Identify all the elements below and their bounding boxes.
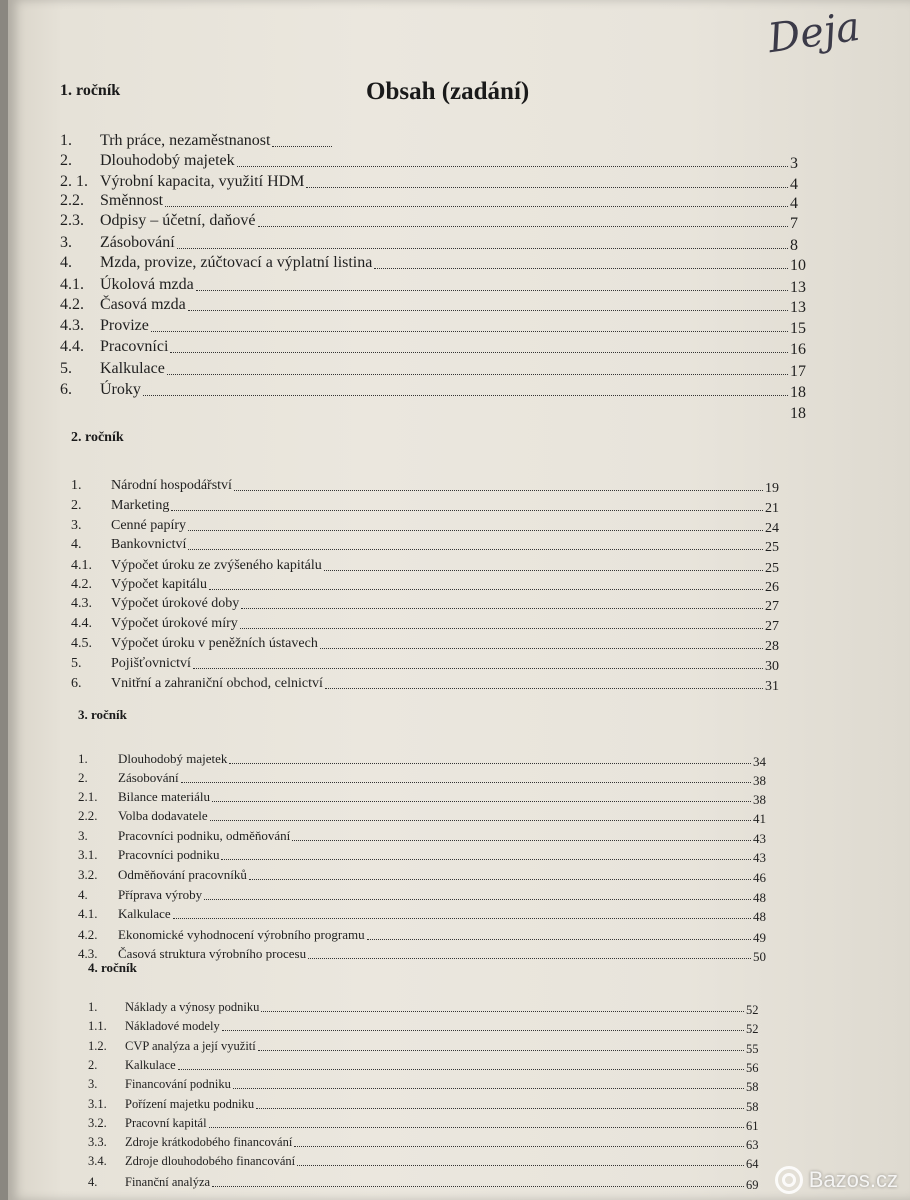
toc-leader-dots [367,939,751,940]
toc-entry-page: 25 [765,561,779,576]
toc-entry-page: 4 [790,195,798,212]
toc-entry-number: 2.3. [60,212,84,229]
toc-entry [78,824,783,844]
toc-leader-dots [151,331,788,332]
toc-entry-title: Výpočet kapitálu [111,577,208,592]
toc-entry-page: 3 [790,155,798,172]
toc-entry-number: 5. [71,656,82,671]
toc-entry-title: Pracovníci [100,338,169,355]
section-heading: 2. ročník [71,430,124,445]
toc-entry-number: 3.1. [78,847,98,862]
toc-entry-number: 3. [60,234,72,251]
toc-entry-page: 50 [753,949,766,964]
toc-leader-dots [212,1186,744,1187]
toc-entry-page: 34 [753,754,766,769]
toc-leader-dots [188,310,788,311]
toc-entry-page: 8 [790,237,798,254]
toc-entry-number: 2. [71,498,82,513]
toc-entry-title: Odměňování pracovníků [118,867,247,882]
toc-entry-number: 3. [88,1077,98,1091]
toc-leader-dots [210,820,751,821]
toc-entry [71,672,795,692]
toc-entry [88,1149,776,1169]
toc-entry-title: Dlouhodobý majetek [118,751,228,766]
toc-entry-title: Pracovníci podniku, odměňování [118,828,291,843]
section-heading: 1. ročník [60,82,121,99]
toc-entry-page: 43 [753,850,766,865]
toc-leader-dots [272,146,332,147]
toc-leader-dots [294,1146,744,1147]
toc-entry-number: 6. [71,676,82,691]
toc-entry-page: 24 [765,521,779,536]
toc-entry-title: Zdroje dlouhodobého financování [125,1154,296,1168]
toc-entry-number: 1. [71,478,82,493]
toc-leader-dots [177,248,788,249]
toc-entry-page: 16 [790,341,806,358]
toc-entry-page: 38 [753,773,766,788]
toc-entry-number: 1.1. [88,1019,107,1033]
toc-entry [60,379,820,399]
toc-entry-title: Vnitřní a zahraniční obchod, celnictví [111,676,323,691]
toc-entry-number: 4.2. [71,577,92,592]
toc-entry-number: 4. [71,537,82,552]
toc-entry-title: Kalkulace [118,906,171,921]
toc-leader-dots [241,608,763,609]
toc-leader-dots [325,688,763,689]
toc-entry [60,130,820,150]
toc-entry-page: 41 [753,811,766,826]
toc-entry-title: Úkolová mzda [100,276,194,293]
toc-leader-dots [173,918,751,919]
toc-entry [88,1130,776,1150]
watermark-text: Bazos.cz [808,1167,898,1192]
toc-leader-dots [234,490,763,491]
section-heading: 4. ročník [88,960,137,975]
toc-leader-dots [212,801,751,802]
handwritten-signature: Deja [765,3,863,63]
toc-entry-number: 2.2. [60,192,84,209]
camera-lens-icon [775,1166,803,1194]
toc-leader-dots [374,268,788,269]
toc-entry-title: Příprava výroby [118,887,203,902]
toc-entry [71,533,795,553]
toc-entry-page: 52 [746,1003,759,1017]
toc-entry-number: 2. [88,1058,98,1072]
toc-entry [71,554,795,574]
toc-entry-number: 3. [78,828,88,843]
toc-entry-page: 31 [765,679,779,694]
toc-leader-dots [178,1069,744,1070]
toc-leader-dots [222,1030,744,1031]
toc-entry [71,573,795,593]
toc-entry-title: Výpočet úroku ze zvýšeného kapitálu [111,558,322,573]
toc-entry-page: 55 [746,1042,759,1056]
toc-leader-dots [229,763,751,764]
toc-entry-number: 3.1. [88,1097,107,1111]
toc-entry-title: Zásobování [118,770,179,785]
toc-entry [88,1092,776,1112]
toc-entry-page: 49 [753,930,766,945]
toc-entry-title: Mzda, provize, zúčtovací a výplatní listina [100,254,373,271]
toc-entry-title: Výpočet úroku v peněžních ústavech [111,636,318,651]
toc-entry-number: 4.3. [78,946,98,961]
toc-entry [78,863,783,883]
toc-leader-dots [256,1108,744,1109]
toc-entry-title: Výrobní kapacita, využití HDM [100,173,305,190]
toc-entry-number: 2. 1. [60,173,88,190]
toc-entry-title: Bilance materiálu [118,789,211,804]
toc-entry [71,514,795,534]
toc-entry [88,995,776,1015]
toc-leader-dots [188,549,763,550]
toc-leader-dots [167,374,788,375]
toc-entry-number: 2.1. [78,789,98,804]
toc-entry [78,804,783,824]
toc-entry-page: 30 [765,659,779,674]
toc-entry [71,612,795,632]
toc-leader-dots [297,1165,744,1166]
toc-entry-page: 69 [746,1178,759,1192]
toc-entry [78,942,783,962]
toc-leader-dots [170,352,788,353]
toc-entry [60,315,820,335]
toc-leader-dots [143,395,788,396]
toc-entry [60,294,820,314]
toc-entry-page: 27 [765,619,779,634]
toc-entry-title: Národní hospodářství [111,478,232,493]
toc-entry-page: 48 [753,909,766,924]
toc-entry-title: Cenné papíry [111,518,187,533]
toc-leader-dots [221,859,751,860]
toc-entry-number: 4.1. [71,558,92,573]
toc-entry-number: 4.1. [60,276,84,293]
toc-entry-number: 4. [60,254,72,271]
toc-entry-number: 1. [60,132,72,149]
toc-entry [78,883,783,903]
toc-entry-number: 2. [60,152,72,169]
toc-entry-number: 1.2. [88,1039,107,1053]
toc-entry [60,171,820,191]
toc-entry-title: Výpočet úrokové doby [111,596,240,611]
watermark [775,1166,898,1194]
toc-entry [71,474,795,494]
toc-leader-dots [249,879,751,880]
toc-entry [78,785,783,805]
toc-entry-page: 4 [790,176,798,193]
toc-entry-page: 21 [765,501,779,516]
toc-entry-number: 6. [60,381,72,398]
toc-entry-title: Časová struktura výrobního procesu [118,946,307,961]
toc-entry-number: 3. [71,518,82,533]
toc-entry-title: Výpočet úrokové míry [111,616,238,631]
toc-entry [60,190,820,210]
toc-entry-page: 52 [746,1022,759,1036]
toc-entry-page: 58 [746,1100,759,1114]
toc-entry-number: 4.4. [71,616,92,631]
toc-entry-title: Úroky [100,381,141,398]
toc-entry-page: 56 [746,1061,759,1075]
toc-entry-number: 4. [88,1175,98,1189]
toc-entry-page: 28 [765,639,779,654]
toc-leader-dots [308,958,751,959]
toc-leader-dots [237,166,788,167]
toc-entry-title: Časová mzda [100,296,186,313]
toc-entry-number: 4.2. [60,296,84,313]
toc-entry [71,592,795,612]
toc-leader-dots [193,668,763,669]
toc-entry-page: 38 [753,792,766,807]
toc-entry-page: 58 [746,1080,759,1094]
toc-leader-dots [258,226,788,227]
toc-entry-page: 18 [790,384,806,401]
toc-entry-page: 10 [790,257,806,274]
toc-leader-dots [258,1050,744,1051]
toc-entry [88,1170,776,1190]
toc-entry-title: Nákladové modely [125,1019,220,1033]
toc-entry-number: 4.2. [78,927,98,942]
toc-entry-number: 4.5. [71,636,92,651]
toc-entry [78,843,783,863]
toc-entry-title: Provize [100,317,149,334]
toc-entry-title: Zásobování [100,234,175,251]
toc-entry [60,150,820,170]
toc-entry-number: 4. [78,887,88,902]
toc-entry-title: Pracovníci podniku [118,847,220,862]
toc-entry-title: Trh práce, nezaměstnanost [100,132,271,149]
toc-leader-dots [240,628,763,629]
toc-leader-dots [188,530,763,531]
toc-entry-page: 18 [790,405,806,422]
toc-leader-dots [261,1011,744,1012]
toc-entry [60,400,820,420]
toc-entry [78,923,783,943]
toc-entry-number: 1. [78,751,88,766]
toc-entry-number: 4.4. [60,338,84,355]
toc-entry-title: Pracovní kapitál [125,1116,207,1130]
toc-entry [71,652,795,672]
toc-entry [78,766,783,786]
toc-entry-page: 27 [765,599,779,614]
toc-leader-dots [209,589,763,590]
toc-entry-title: Marketing [111,498,170,513]
toc-entry [78,902,783,922]
toc-entry-page: 46 [753,870,766,885]
toc-leader-dots [324,570,763,571]
toc-entry [60,358,820,378]
toc-entry-page: 17 [790,363,806,380]
toc-entry-title: Ekonomické vyhodnocení výrobního programu [118,927,365,942]
toc-entry [88,1034,776,1054]
toc-entry-title: Zdroje krátkodobého financování [125,1135,293,1149]
toc-entry-number: 5. [60,360,72,377]
toc-entry-title: Náklady a výnosy podniku [125,1000,260,1014]
toc-entry-page: 19 [765,481,779,496]
toc-leader-dots [320,648,763,649]
toc-leader-dots [204,899,751,900]
toc-entry-number: 2.2. [78,808,98,823]
toc-entry-number: 3.2. [78,867,98,882]
toc-entry-page: 63 [746,1138,759,1152]
toc-entry-page: 13 [790,279,806,296]
toc-leader-dots [306,187,788,188]
toc-entry-title: Dlouhodobý majetek [100,152,235,169]
toc-entry [71,632,795,652]
section-heading: 3. ročník [78,707,127,722]
toc-entry-page: 61 [746,1119,759,1133]
toc-leader-dots [292,840,751,841]
toc-entry-page: 26 [765,580,779,595]
toc-entry [88,1014,776,1034]
toc-entry-title: CVP analýza a její využití [125,1039,256,1053]
toc-leader-dots [196,290,788,291]
toc-leader-dots [233,1088,744,1089]
toc-entry-number: 1. [88,1000,98,1014]
toc-entry-number: 3.4. [88,1154,107,1168]
toc-entry-page: 48 [753,890,766,905]
toc-entry [60,274,820,294]
toc-entry-title: Směnnost [100,192,164,209]
toc-entry [60,232,820,252]
page-title: Obsah (zadání) [366,78,530,105]
toc-entry-page: 43 [753,831,766,846]
toc-entry-number: 4.3. [71,596,92,611]
toc-entry-number: 4.3. [60,317,84,334]
toc-entry-title: Kalkulace [125,1058,176,1072]
toc-leader-dots [165,206,788,207]
toc-entry [88,1053,776,1073]
toc-entry-number: 3.2. [88,1116,107,1130]
toc-entry-page: 25 [765,540,779,555]
document-page [8,0,910,1200]
toc-leader-dots [171,510,763,511]
toc-entry-title: Volba dodavatele [118,808,208,823]
toc-entry-title: Kalkulace [100,360,165,377]
toc-entry-number: 2. [78,770,88,785]
toc-entry [88,1072,776,1092]
toc-leader-dots [209,1127,744,1128]
toc-entry-number: 4.1. [78,906,98,921]
toc-entry-title: Odpisy – účetní, daňové [100,212,256,229]
toc-entry [71,494,795,514]
toc-entry-title: Financování podniku [125,1077,231,1091]
toc-entry-page: 7 [790,215,798,232]
toc-entry-page: 64 [746,1157,759,1171]
toc-entry-page: 13 [790,299,806,316]
toc-entry-number: 3.3. [88,1135,107,1149]
toc-entry-title: Finanční analýza [125,1175,211,1189]
toc-entry-title: Pojišťovnictví [111,656,191,671]
toc-entry [60,336,820,356]
toc-entry-page: 15 [790,320,806,337]
toc-entry-title: Pořízení majetku podniku [125,1097,255,1111]
toc-entry [88,1111,776,1131]
toc-entry [78,747,783,767]
toc-entry [60,210,820,230]
toc-leader-dots [181,782,751,783]
toc-entry [60,252,820,272]
toc-entry-title: Bankovnictví [111,537,187,552]
